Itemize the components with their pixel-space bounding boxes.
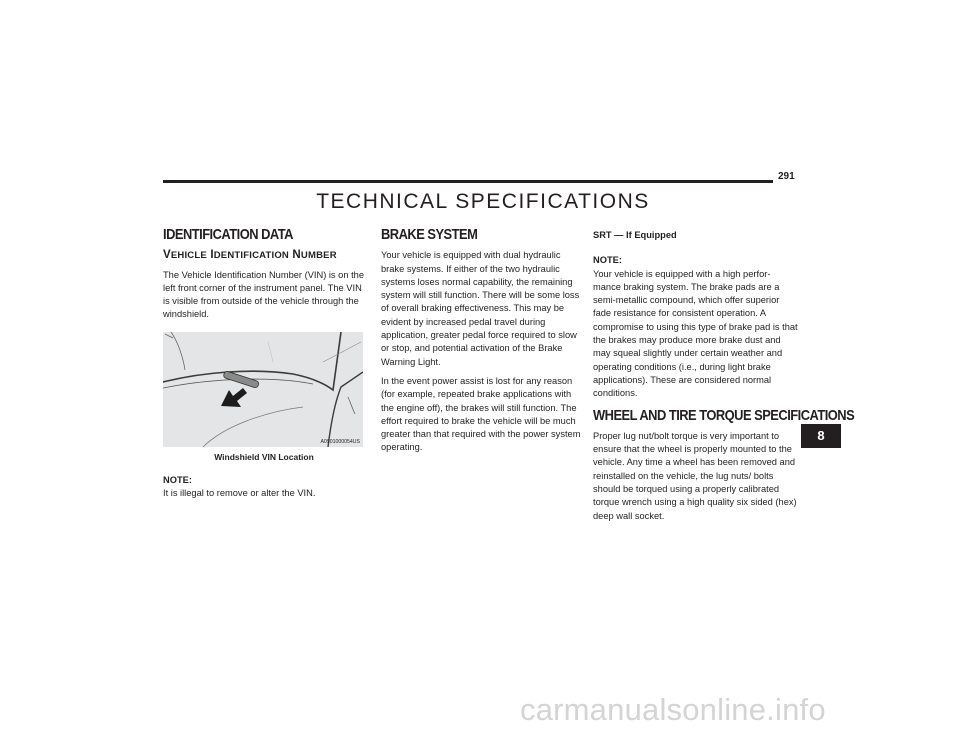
torque-paragraph: Proper lug nut/bolt torque is very important to ensure that the wheel is properly mounted to the vehicle. Any time a wheel has been removed and reinstalled on the vehicle, the lug nuts/ bolts should be torqued using a properly calibrated torque wrench using a high quality six sided (hex) deep wall socket. bbox=[593, 430, 797, 521]
brake-heading: BRAKE SYSTEM bbox=[381, 226, 478, 243]
subheading-part: I bbox=[210, 249, 214, 262]
figure-caption: Windshield VIN Location bbox=[214, 451, 314, 462]
subheading-part: UMBER bbox=[300, 250, 337, 262]
subheading-part: N bbox=[292, 249, 301, 262]
column-srt-torque bbox=[593, 226, 855, 529]
figure-code: A0901000054US bbox=[320, 438, 360, 445]
chapter-title: TECHNICAL SPECIFICATIONS bbox=[316, 190, 650, 213]
header-rule bbox=[163, 180, 773, 183]
page-number: 291 bbox=[778, 171, 795, 182]
note-text: It is illegal to remove or alter the VIN. bbox=[163, 488, 316, 499]
subheading-part: EHICLE bbox=[170, 250, 207, 262]
vin-subheading bbox=[163, 249, 365, 262]
windshield-vin-figure bbox=[163, 332, 363, 447]
srt-note-label: NOTE: bbox=[593, 255, 622, 266]
subheading-part: V bbox=[163, 249, 171, 262]
subheading-part: DENTIFICATION bbox=[213, 250, 289, 262]
watermark: carmanualsonline.info bbox=[520, 692, 826, 727]
srt-note-text: Your vehicle is equipped with a high perfor-mance braking system. The brake pads are a semi-metallic compound, which offer superior fade resistance for consistent operation. A compromise to using this type of brake pad is that the brakes may produce more brake dust and may squeal slightly under certain weather and operating conditions (i.e., during light brake applications). These are considered normal conditions. bbox=[593, 268, 798, 399]
identification-heading: IDENTIFICATION DATA bbox=[163, 226, 293, 243]
brake-paragraph-2: In the event power assist is lost for any reason (for example, repeated brake applications with the engine off), the brakes will still function. The effort required to brake the vehicle will be much greater than that required with the power system operating. bbox=[381, 375, 581, 453]
chapter-tab: 8 bbox=[801, 424, 841, 448]
srt-label: SRT — If Equipped bbox=[593, 230, 677, 240]
column-identification bbox=[163, 226, 365, 501]
torque-heading: WHEEL AND TIRE TORQUE SPECIFICATIONS bbox=[593, 406, 855, 424]
brake-paragraph-1: Your vehicle is equipped with dual hydraulic brake systems. If either of the two hydraulic systems loses normal capability, the remaining system will still function. There will be some loss of overall braking effectiveness. This may be evident by increased pedal travel during application, greater pedal force required to slow or stop, and potential activation of the Brake Warning Light. bbox=[381, 250, 580, 367]
vin-paragraph: The Vehicle Identification Number (VIN) is on the left front corner of the instrument panel. The VIN is visible from outside of the vehicle through the windshield. bbox=[163, 269, 365, 320]
note-label: NOTE: bbox=[163, 475, 192, 486]
column-brake bbox=[381, 226, 581, 461]
